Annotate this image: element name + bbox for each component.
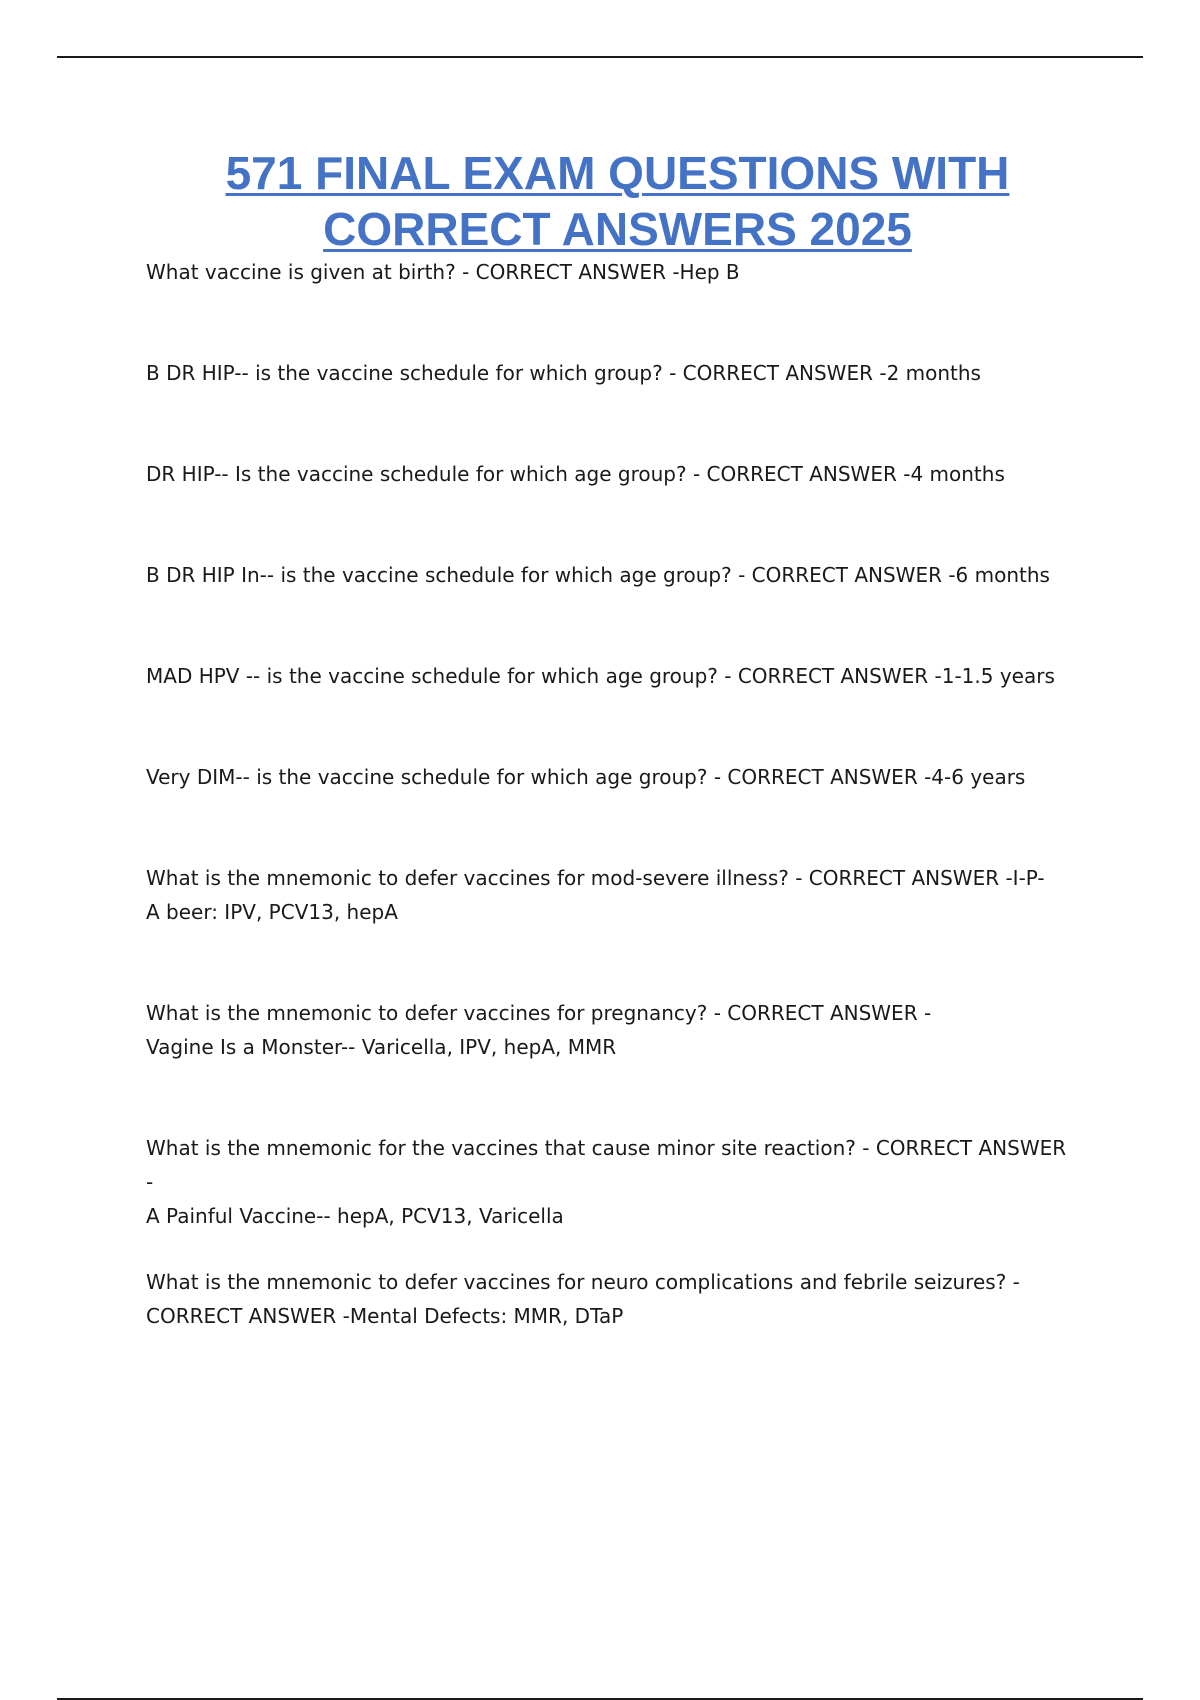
qa-item-2: B DR HIP-- is the vaccine schedule for which group? - CORRECT ANSWER -2 months — [146, 361, 981, 385]
qa-item-4: B DR HIP In-- is the vaccine schedule for which age group? - CORRECT ANSWER -6 months — [146, 563, 1050, 587]
top-divider — [57, 56, 1143, 58]
qa-item-3: DR HIP-- Is the vaccine schedule for which age group? - CORRECT ANSWER -4 months — [146, 462, 1005, 486]
page-title — [0, 145, 1200, 257]
qa-item-6: Very DIM-- is the vaccine schedule for which age group? - CORRECT ANSWER -4-6 years — [146, 765, 1026, 789]
qa-item-7: What is the mnemonic to defer vaccines for mod-severe illness? - CORRECT ANSWER -I-P- A beer: IPV, PCV13, hepA — [146, 866, 1045, 924]
qa-item-8: What is the mnemonic to defer vaccines for pregnancy? - CORRECT ANSWER - Vagine Is a Monster-- Varicella, IPV, hepA, MMR — [146, 1001, 932, 1059]
title-line-1: 571 FINAL EXAM QUESTIONS WITH — [225, 147, 1010, 199]
qa-item-10: What is the mnemonic to defer vaccines for neuro complications and febrile seizures? - CORRECT ANSWER -Mental Defects: MMR, DTaP — [146, 1270, 1020, 1328]
qa-item-9: What is the mnemonic for the vaccines that cause minor site reaction? - CORRECT ANSWER - A Painful Vaccine-- hepA, PCV13, Varicella — [146, 1136, 1067, 1228]
title-line-2: CORRECT ANSWERS 2025 — [323, 203, 912, 255]
qa-item-1: What vaccine is given at birth? - CORRECT ANSWER -Hep B — [146, 260, 740, 284]
qa-item-5: MAD HPV -- is the vaccine schedule for which age group? - CORRECT ANSWER -1-1.5 years — [146, 664, 1055, 688]
